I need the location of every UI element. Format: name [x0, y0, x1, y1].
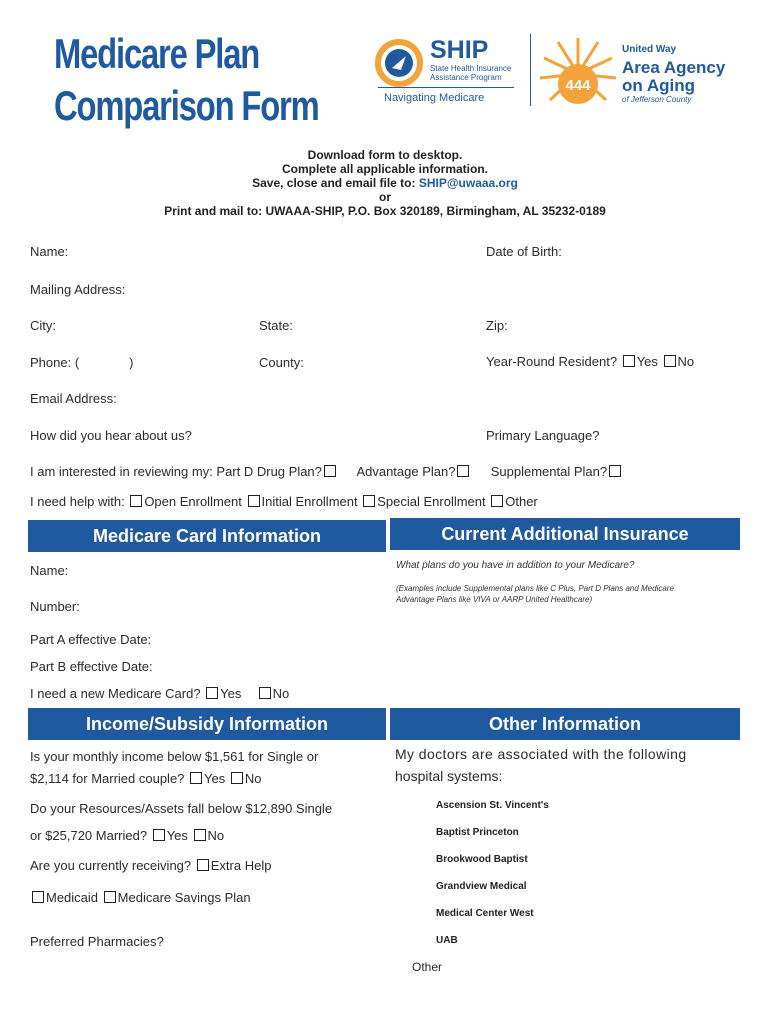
- other-intro-2: hospital systems:: [395, 768, 503, 784]
- year-round-yes-checkbox[interactable]: [623, 355, 635, 367]
- email-label: Email Address:: [30, 391, 117, 406]
- ship-tagline: Navigating Medicare: [384, 92, 485, 104]
- title-line-1: Medicare Plan: [54, 30, 260, 77]
- income-heading: Income/Subsidy Information: [28, 708, 386, 740]
- extra-help-label: Extra Help: [210, 858, 272, 873]
- card-number-label: Number:: [30, 599, 80, 614]
- city-label: City:: [30, 318, 56, 333]
- open-enroll-checkbox[interactable]: [130, 495, 142, 507]
- new-card-label: I need a new Medicare Card?: [30, 686, 201, 701]
- mailing-label: Mailing Address:: [30, 282, 126, 297]
- instruction-or: or: [379, 190, 391, 204]
- supplemental-label: Supplemental Plan?: [490, 464, 608, 479]
- form-title: [54, 28, 319, 132]
- sunburst-444-icon: [536, 34, 620, 110]
- assets-no-label: No: [207, 828, 225, 843]
- year-round-no-checkbox[interactable]: [664, 355, 676, 367]
- phone-close: ): [129, 355, 134, 370]
- year-round-no-label: No: [677, 354, 695, 369]
- medicare-card-heading: Medicare Card Information: [28, 520, 386, 552]
- name-label: Name:: [30, 244, 69, 259]
- advantage-checkbox[interactable]: [457, 465, 469, 477]
- income-q1-row: [30, 771, 262, 786]
- benefits-row: [30, 890, 251, 905]
- special-enroll-checkbox[interactable]: [363, 495, 375, 507]
- hospital-item: Grandview Medical: [436, 881, 527, 892]
- income-q1-line2: $2,114 for Married couple?: [30, 771, 185, 786]
- assets-q-line1: Do your Resources/Assets fall below $12,890 Single: [30, 801, 333, 816]
- hospital-other-label: Other: [412, 960, 443, 974]
- receiving-label: Are you currently receiving?: [30, 858, 192, 873]
- pharmacies-label: Preferred Pharmacies?: [30, 934, 164, 949]
- logo-divider: [530, 34, 531, 106]
- special-enroll-label: Special Enrollment: [377, 494, 486, 509]
- card-name-label: Name:: [30, 563, 69, 578]
- income-no-label: No: [244, 771, 262, 786]
- new-card-row: [30, 686, 289, 701]
- agency-line-2: on Aging: [622, 76, 696, 95]
- agency-sub: of Jefferson County: [622, 95, 692, 104]
- year-round-row: [486, 354, 694, 369]
- income-yes-label: Yes: [204, 771, 226, 786]
- assets-yes-checkbox[interactable]: [153, 829, 165, 841]
- msp-checkbox[interactable]: [104, 891, 116, 903]
- language-label: Primary Language?: [486, 428, 600, 443]
- msp-label: Medicare Savings Plan: [117, 890, 251, 905]
- interested-prefix: I am interested in reviewing my: Part D Drug Plan?: [30, 464, 322, 479]
- hospital-item: Baptist Princeton: [436, 827, 519, 838]
- help-row: [30, 494, 538, 509]
- assets-no-checkbox[interactable]: [194, 829, 206, 841]
- supplemental-checkbox[interactable]: [609, 465, 621, 477]
- hospital-item: Ascension St. Vincent's: [436, 800, 549, 811]
- instruction-2: Complete all applicable information.: [281, 162, 489, 176]
- year-round-yes-label: Yes: [636, 354, 658, 369]
- part-a-label: Part A effective Date:: [30, 632, 152, 647]
- instruction-3-prefix: Save, close and email file to:: [252, 176, 419, 190]
- zip-label: Zip:: [486, 318, 508, 333]
- instruction-1: Download form to desktop.: [307, 148, 463, 162]
- income-no-checkbox[interactable]: [231, 772, 243, 784]
- assets-q-line2: or $25,720 Married?: [30, 828, 148, 843]
- phone-open: Phone: (: [30, 355, 80, 370]
- svg-text:444: 444: [565, 77, 591, 94]
- ship-subtitle-2: Assistance Program: [430, 73, 502, 82]
- initial-enroll-label: Initial Enrollment: [261, 494, 358, 509]
- receiving-row: [30, 858, 271, 873]
- new-card-no-checkbox[interactable]: [259, 687, 271, 699]
- ship-divider: [378, 87, 514, 88]
- assets-row: [30, 828, 224, 843]
- additional-question: What plans do you have in addition to your Medicare?: [396, 560, 635, 571]
- additional-insurance-heading: Current Additional Insurance: [390, 518, 740, 550]
- instruction-mail: Print and mail to: UWAAA-SHIP, P.O. Box 320189, Birmingham, AL 35232-0189: [164, 204, 606, 218]
- other-info-heading: Other Information: [390, 708, 740, 740]
- assets-yes-label: Yes: [166, 828, 188, 843]
- ship-logo-word: SHIP: [430, 36, 489, 64]
- income-q1-line1: Is your monthly income below $1,561 for Single or: [30, 749, 319, 764]
- email-link[interactable]: SHIP@uwaaa.org: [418, 176, 518, 190]
- other-help-label: Other: [505, 494, 538, 509]
- interested-row: [30, 464, 623, 479]
- additional-examples-2: Advantage Plans like VIVA or AARP United Healthcare): [396, 595, 593, 604]
- medicaid-label: Medicaid: [46, 890, 99, 905]
- instruction-3: [0, 176, 770, 190]
- hospital-item: Brookwood Baptist: [436, 854, 528, 865]
- open-enroll-label: Open Enrollment: [144, 494, 242, 509]
- dob-label: Date of Birth:: [486, 244, 562, 259]
- income-yes-checkbox[interactable]: [190, 772, 202, 784]
- uw-label: United Way: [622, 44, 677, 55]
- new-card-yes-label: Yes: [220, 686, 242, 701]
- title-line-2: Comparison Form: [54, 82, 319, 129]
- additional-examples-1: (Examples include Supplemental plans like C Plus, Part D Plans and Medicare: [396, 584, 674, 593]
- ship-subtitle-1: State Health Insurance: [430, 64, 512, 73]
- hospital-item: UAB: [436, 935, 458, 946]
- hospital-item: Medical Center West: [436, 908, 534, 919]
- new-card-yes-checkbox[interactable]: [206, 687, 218, 699]
- hear-label: How did you hear about us?: [30, 428, 192, 443]
- part-b-label: Part B effective Date:: [30, 659, 153, 674]
- county-label: County:: [259, 355, 304, 370]
- initial-enroll-checkbox[interactable]: [248, 495, 260, 507]
- phone-label: [30, 355, 134, 370]
- state-label: State:: [259, 318, 293, 333]
- advantage-label: Advantage Plan?: [356, 464, 456, 479]
- other-help-checkbox[interactable]: [491, 495, 503, 507]
- other-intro-1: My doctors are associated with the following: [395, 746, 687, 762]
- agency-line-1: Area Agency: [622, 58, 726, 77]
- year-round-label: Year-Round Resident?: [486, 354, 618, 369]
- extra-help-checkbox[interactable]: [197, 859, 209, 871]
- part-d-checkbox[interactable]: [324, 465, 336, 477]
- new-card-no-label: No: [272, 686, 290, 701]
- help-prefix: I need help with:: [30, 494, 125, 509]
- ship-circle-icon: [374, 38, 424, 88]
- medicaid-checkbox[interactable]: [32, 891, 44, 903]
